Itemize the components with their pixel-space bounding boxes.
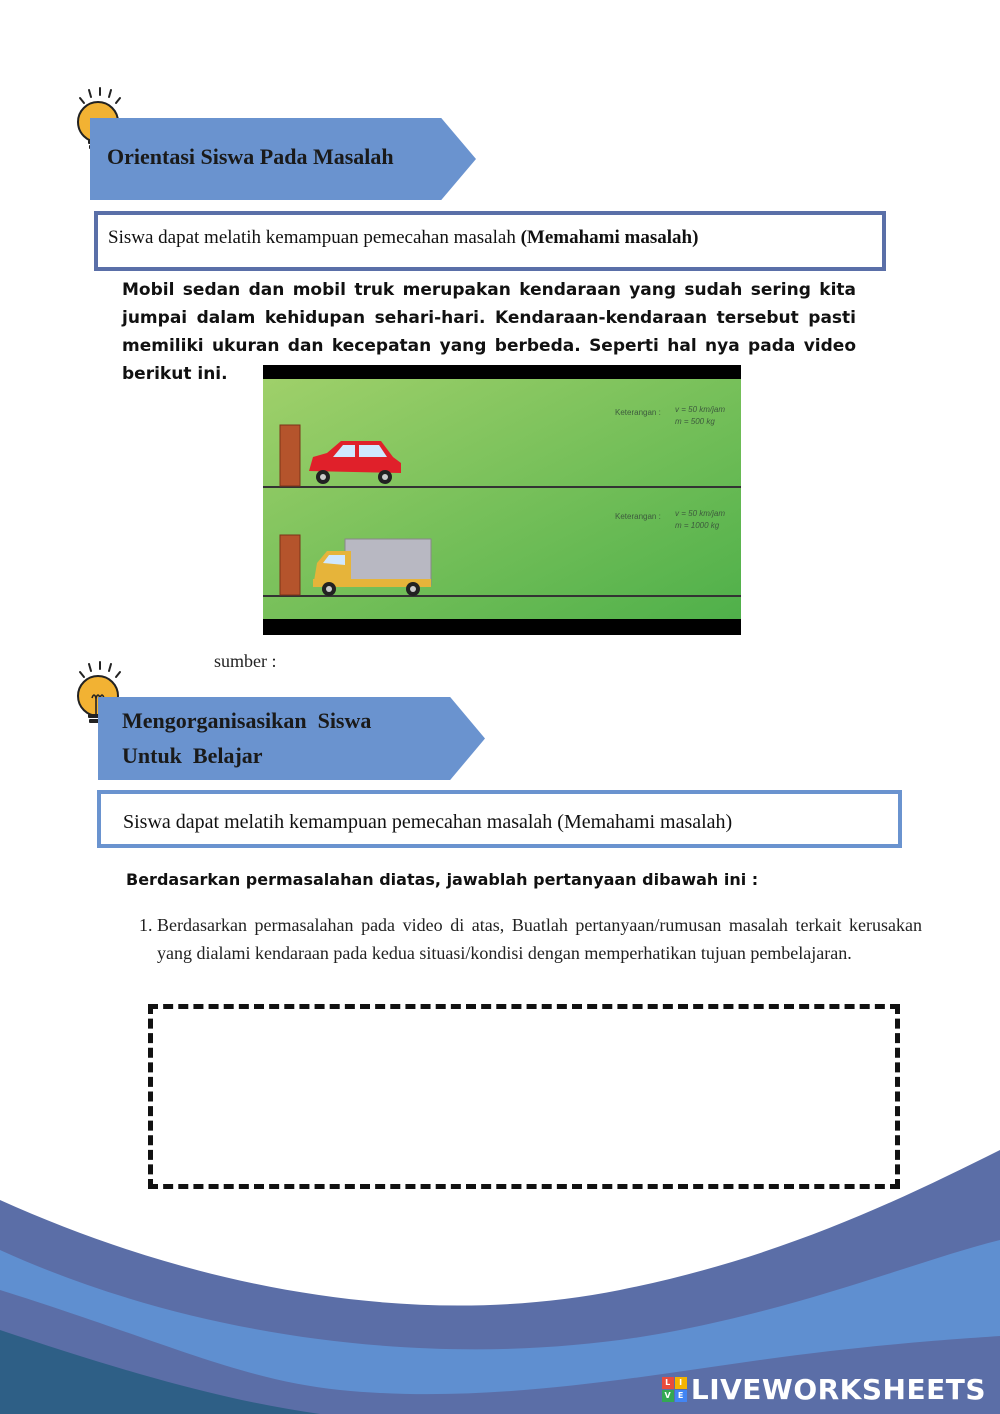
- intro-paragraph: Mobil sedan dan mobil truk merupakan kendaraan yang sudah sering kita jumpai dalam kehidupan sehari-hari. Kendaraan-kendaraan tersebut pasti memiliki ukuran dan kecepatan yang berbeda. Seperti hal nya pada video berikut ini.: [122, 280, 856, 384]
- section1-objective-emphasis: (Memahami masalah): [520, 227, 699, 248]
- liveworksheets-text: LIVEWORKSHEETS: [690, 1373, 986, 1406]
- question-text: Berdasarkan permasalahan pada video di atas, Buatlah pertanyaan/rumusan masalah terkait kerusakan yang dialami kendaraan pada kedua situasi/kondisi dengan memperhatikan tujuan pembelajaran.: [157, 915, 922, 963]
- truck-caption-label: Keterangan :: [615, 512, 661, 521]
- car-caption-label: Keterangan :: [615, 408, 661, 417]
- video-player[interactable]: [263, 365, 741, 635]
- section2-objective-box: [97, 790, 902, 848]
- liveworksheets-brand[interactable]: [662, 1373, 986, 1406]
- car-mass: m = 500 kg: [675, 417, 715, 426]
- instruction-text: Berdasarkan permasalahan diatas, jawablah pertanyaan dibawah ini :: [126, 870, 759, 889]
- section2-title: [122, 703, 371, 773]
- section1-objective-box: [94, 211, 886, 271]
- section1-title: Orientasi Siswa Pada Masalah: [107, 144, 394, 169]
- video-frame-illustration: [263, 365, 741, 635]
- car-velocity: v = 50 km/jam: [675, 405, 726, 414]
- source-label: sumber :: [214, 651, 277, 671]
- truck-velocity: v = 50 km/jam: [675, 509, 726, 518]
- section2-title-line2: Untuk Belajar: [122, 743, 263, 768]
- question-number: 1.: [139, 915, 153, 935]
- truck-mass: m = 1000 kg: [675, 521, 720, 530]
- section2-objective-text: Siswa dapat melatih kemampuan pemecahan masalah (Memahami masalah): [123, 811, 733, 833]
- liveworksheets-logo-icon: L I V E: [662, 1377, 687, 1402]
- section2-title-line1: Mengorganisasikan Siswa: [122, 708, 372, 733]
- section1-objective-text: Siswa dapat melatih kemampuan pemecahan masalah: [108, 227, 521, 248]
